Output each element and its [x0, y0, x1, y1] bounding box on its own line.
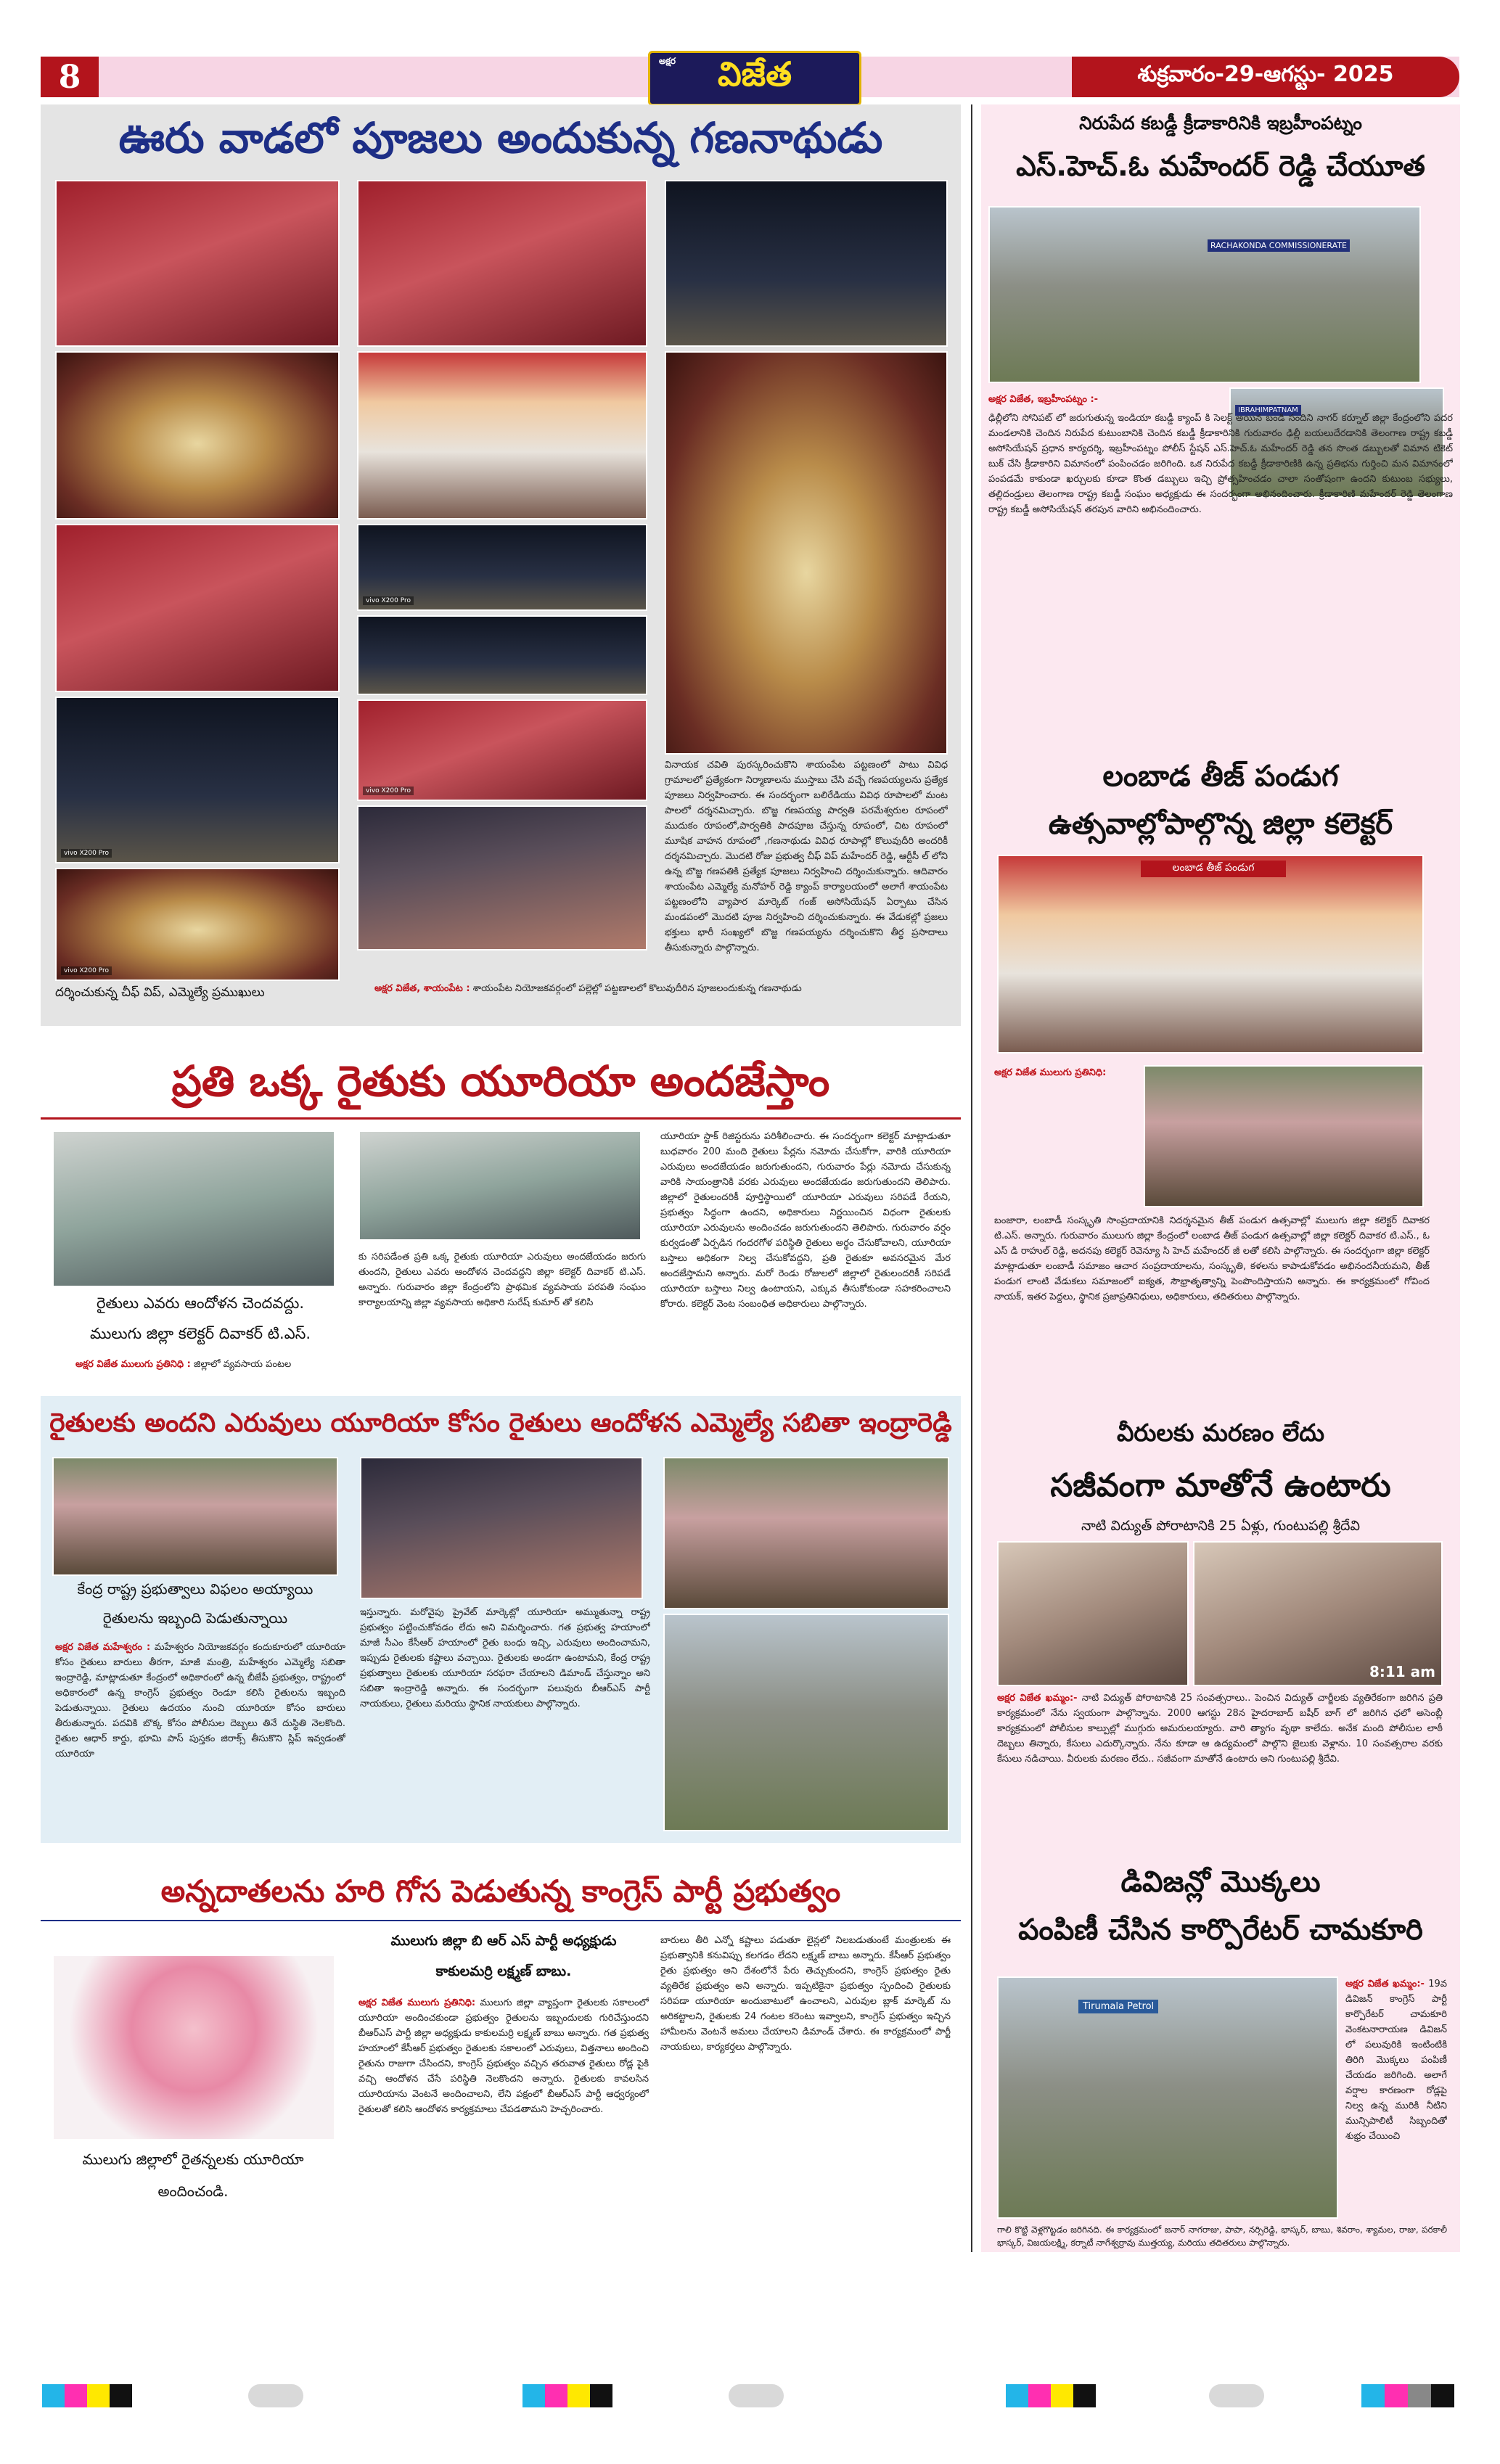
photo-ganesh-2 — [55, 351, 340, 520]
logo-title: విజేత — [717, 54, 792, 94]
photo-sabitha-2 — [360, 1457, 643, 1599]
sidebar4-side-text — [1345, 1976, 1447, 2219]
photo-ganesh-5: vivo X200 Pro — [55, 868, 340, 981]
sidebar4-headline-1: డివిజన్లో మొక్కలు — [1120, 1865, 1321, 1899]
photo-ganesh-7 — [357, 351, 647, 520]
sabitha-byline: అక్షర విజేత మహేశ్వరం : — [55, 1642, 151, 1653]
urea-body-col3: యూరియా స్టాక్ రిజిస్టరును పరిశీలించారు. ఈ సందర్భంగా కలెక్టర్ మాట్లాడుతూ బుధవారం 200 మంది రైతులు పేర్లను నమోదు చేసుకోగా, వారికి యూరియా ఎరువులు అందజేయడం జరుగుతుందని, గురువారం పేర్లు నమోదు చేసుకున్న వారికి సాయంత్రానికి వరకు ఎరువులు అందజేయడం జరుగుతుందని తెలిపారు. జిల్లాలో రైతులందరికీ పూర్తిస్థాయిలో యూరియా ఎరువులు సరిపడే రేయని, ప్రభుత్వం సిద్ధంగా ఉందని, అధికారులు నిర్ణయించిన విధంగా రైతులకు యూరియా ఎరువులను అందించడం జరుగుతుందని తెలిపారు. గురువారం వర్షం కుర్వడంతో ఏర్పడిన గందరగోళ పరిస్థితి రైతులు అర్థం చేసుకోవాలని, యూరియా బస్తాలు అధికంగా నిల్వ చేసుకోవద్దని, ప్రతి రైతుకూ అవసరమైన మేర అందజేస్తామని అన్నారు. మరో రెండు రోజులలో జిల్లాలో రైతులందరికీ సరిపడే యూరియా బస్తాలు నిల్వ ఉంటాయని, ఎక్కువ తీసుకోకుండా సహకరించాలని కోరారు. కలెక్టర్ వెంట సంబంధిత అధికారులు పాల్గొన్నారు. — [660, 1131, 951, 1310]
photo-brs-leader — [52, 1955, 335, 2140]
brs-subhead-2: కాకులమర్రి లక్ష్మణ్ బాబు. — [435, 1963, 572, 1979]
article-body: వినాయక చవితి పురస్కరించుకొని శాయంపేట పట్టణంలో పాటు వివిధ గ్రామాలలో ప్రత్యేకంగా నిర్మాణాలను ముస్తాబు చేసి వచ్చే గణపయ్యలను ప్రత్యేక పూజలు నిర్వహించారు. ఈ సందర్భంగా బలిరేడియు వివిధ రూపాలలో మంట పాలలో దర్శనమిచ్చారు. బొజ్జ గణపయ్య పార్వతి పరమేశ్వరుల రూపంలో ముదుకం రూపంలో,పార్వతికి పాదపూజ చేస్తున్న రూపంలో, చిట రూపంలో మూషిక వాహన రూపంలో ,గణనాథుడు వివిధ రూపాల్లో కొలువుదీరి అందరికీ దర్శనమిచ్చారు. మొదటి రోజు ప్రభుత్వ చీఫ్ విప్ మహేందర్ రెడ్డి, ఆర్టీసీ ల్ లోని ఉన్న బొజ్జ గణపతికి ప్రత్యేక పూజలు నిర్వహించి దర్శించుకున్నారు. ఆదివారం శాయంపేట ఎమ్మెల్యే మనోహర్ రెడ్డి క్యాంప్ కార్యాలయంలో అలాగే శాయంపేట పట్టణంలోని వ్యాపార మార్కెట్ గంజ్ అసోసియేషన్ ఏర్పాటు చేసిన మండపంలో మొదటి పూజ నిర్వహించి దర్శించుకున్నారు. ఈ వేడుకల్లో ప్రజలు భక్తులు భారీ సంఖ్యలో బొజ్జ గణపయ్యను దర్శించుకొని తీర్థ ప్రసాదాలు తీసుకున్నారు పాల్గొన్నారు. — [665, 760, 948, 953]
article-byline: అక్షర విజేత, శాయంపేట : — [374, 983, 470, 994]
registration-marks — [0, 2384, 1500, 2413]
urea-caption-1: రైతులు ఎవరు ఆందోళన చెందవద్దు. — [96, 1294, 305, 1312]
photo-urea-collector — [358, 1130, 642, 1241]
article-brs-headline: అన్నదాతలను హరి గోస పెడుతున్న కాంగ్రెస్ పార్టీ ప్రభుత్వం — [160, 1873, 841, 1909]
urea-byline-block — [75, 1357, 351, 1372]
sidebar-divider — [971, 104, 972, 2252]
reg-oval-2 — [729, 2384, 784, 2407]
urea-body-col2: కు సరిపడేంత ప్రతి ఒక్క రైతుకు యూరియా ఎరువులు అందజేయడం జరుగు తుందని, రైతులు ఎవరు ఆందోళన చెందవద్దని జిల్లా కలెక్టర్ దివాకర్ టి.ఎస్. అన్నారు. గురువారం జిల్లా కేంద్రంలోని ప్రాథమిక వ్యవసాయ పరపతి సంఘం కార్యాలయాన్ని జిల్లా వ్యవసాయ అధికారి సురేష్ కుమార్ తో కలిసి — [358, 1252, 646, 1308]
photo-sign-1: RACHAKONDA COMMISSIONERATE — [1208, 239, 1350, 252]
photo-ganesh-1 — [55, 180, 340, 347]
photo-sabitha-4 — [663, 1614, 949, 1831]
color-bar-2 — [522, 2384, 612, 2407]
article-sabitha — [41, 1396, 961, 1843]
photo-ganesh-13 — [665, 351, 948, 755]
article-lead — [374, 981, 948, 1017]
teej-banner: లంబాడ తీజ్ పండుగ — [1141, 861, 1286, 877]
brs-body-col3: బారులు తీరి ఎన్నో కష్టాలు పడుతూ లైన్లలో నిలబడుతుంటే మంత్రులకు ఈ ప్రభుత్వానికి కనువిప్పు కలగడం లేదని లక్ష్మణ్ బాబు అన్నారు. కేసీఆర్ ప్రభుత్వం రైతు ప్రభుత్వం అని దేశంలోనే పేరు తెచ్చుకుందని, కాంగ్రెస్ ప్రభుత్వం రైతు వ్యతిరేక ప్రభుత్వం అని అన్నారు. ఇప్పటికైనా ప్రభుత్వం స్పందించి రైతులకు సరిపడా యూరియా అందుబాటులో ఉంచాలని, ఎరువుల బ్లాక్ మార్కెట్ ను అరికట్టాలని, రైతులకు 24 గంటల కరెంటు ఇవ్వాలని, కాంగ్రెస్ ప్రభుత్వం ఇచ్చిన హామీలను వెంటనే అమలు చేయాలని డిమాండ్ చేశారు. ఈ కార్యక్రమంలో పార్టీ నాయకులు, కార్యకర్తలు పాల్గొన్నారు. — [660, 1935, 951, 2053]
sidebar3-subhead: నాటి విద్యుత్ పోరాటానికి 25 ఏళ్లు, గుంటుపల్లి శ్రీదేవి — [1081, 1518, 1360, 1534]
color-bar-1 — [42, 2384, 132, 2407]
sabitha-body-col1 — [55, 1640, 345, 1833]
sidebar3-body-text: నాటి విద్యుత్ పోరాటానికి 25 సంవత్సరాలు.. పెంచిన విద్యుత్ చార్జీలకు వ్యతిరేకంగా జరిగిన ప్రతి కార్యక్రమంలో నేను స్వయంగా పాల్గొన్నాను. 2000 ఆగస్టు 28న హైదరాబాద్ బషీర్ బాగ్ లో జరిగిన ఛలో అసెంబ్లీ కార్యక్రమంలో పోలీసుల కాల్పుల్లో ముగ్గురు అమరులయ్యారు. వారి త్యాగం వృథా కాలేదు. అనేక మంది పోలీసుల లాఠీ దెబ్బలు తిన్నారు, కేసులు ఎదుర్కొన్నారు. నేను కూడా ఆ ఉద్యమంలో పాల్గొని జైలుకు వెళ్లాను. 10 సంవత్సరాల వరకు కేసులు నడిచాయి. వీరులకు మరణం లేదు.. సజీవంగా మాతోనే ఉంటారు అని గుంటుపల్లి శ్రీదేవి. — [997, 1693, 1443, 1765]
sidebar2-headline-1: లంబాడ తీజ్ పండుగ — [1102, 760, 1339, 793]
brs-byline: అక్షర విజేత ములుగు ప్రతినిధి: — [358, 1997, 476, 2008]
photo-urea-queue — [52, 1130, 335, 1287]
brs-caption-1: ములుగు జిల్లాలో రైతన్నలకు యూరియా — [82, 2151, 304, 2168]
article-headline: ఊరు వాడలో పూజలు అందుకున్న గణనాథుడు — [118, 113, 883, 163]
sidebar2-body: బంజారా, లంబాడీ సంస్కృతి సాంప్రదాయానికి నిదర్శనమైన తీజ్ పండుగ ఉత్సవాల్లో ములుగు జిల్లా కలెక్టర్ దివాకర టి.ఎస్. అన్నారు. గురువారం ములుగు జిల్లా కేంద్రంలో లంబాడ తీజ్ పండుగ ఉత్సవాల్లో జిల్లా కలెక్టర్ దివాకర టి.ఎస్., ఓ ఎస్ డి రాహుల్ రెడ్డి, అదనపు కలెక్టర్ రెవెన్యూ సి హెచ్ మహేందర్ జీ లతో కలిసి పాల్గొన్నారు. ఈ సందర్భంగా జిల్లా కలెక్టర్ మాట్లాడుతూ లంబాడీ సమాజం ఆచార సంప్రదాయాలను, సంస్కృతి, కళలను కాపాడుకోవడం అభినందనీయమని, తీజ్ పండుగ లాంటి వేడుకలు సమాజంలో ఐక్యత, సౌభ్రాతృత్వాన్ని పెంపొందిస్తాయని అన్నారు. ఈ కార్యక్రమంలో గోవింద నాయక్, ఇతర పెద్దలు, స్థానిక ప్రజాప్రతినిధులు, అధికారులు, తదితరులు పాల్గొన్నారు. — [994, 1215, 1430, 1302]
sidebar2-body-block — [994, 1065, 1136, 1217]
photo-teej-1 — [997, 855, 1424, 1054]
photo-ganesh-10: vivo X200 Pro — [357, 699, 647, 801]
sidebar1-byline: అక్షర విజేత, ఇబ్రహీంపట్నం :- — [988, 394, 1099, 405]
article-lead-text: శాయంపేట నియోజకవర్గంలో పల్లెల్లో పట్టణాలలో కొలువుదీరిన పూజలందుకున్న గణనాథుడు — [472, 983, 802, 994]
article-urea-headline: ప్రతి ఒక్క రైతుకు యూరియా అందజేస్తాం — [171, 1056, 830, 1106]
page-number: 8 — [41, 57, 99, 97]
sidebar2-byline: అక్షర విజేత ములుగు ప్రతినిధి: — [994, 1067, 1107, 1078]
urea-lead: జిల్లాలో వ్యవసాయ పంటల — [193, 1359, 292, 1370]
photo-kabaddi-1 — [988, 206, 1421, 383]
masthead-logo — [648, 51, 861, 106]
color-bar-3 — [1006, 2384, 1096, 2407]
photo-caption: దర్శించుకున్న చీఫ్ విప్, ఎమ్మెల్యే ప్రముఖులు — [55, 985, 265, 1000]
article-ganesh — [41, 104, 961, 1026]
photo-ganesh-6 — [357, 180, 647, 347]
photo-ganesh-12 — [665, 180, 948, 347]
urea-rule — [41, 1117, 961, 1120]
photo-ganesh-9 — [357, 615, 647, 695]
sidebar4-body-side: 19వ డివిజన్ కాంగ్రెస్ పార్టీ కార్పొరేటర్ చామకూరి వెంకటనారాయణ డివిజన్ లో పలువురికి ఇంటింటికి తిరిగి మొక్కలు పంపిణీ చేయడం జరిగింది. అలాగే వర్షాల కారణంగా రోడ్లపై నిల్వ ఉన్న మురికి నీటిని మున్సిపాలిటీ సిబ్బందితో శుభ్రం చేయించి — [1345, 1979, 1447, 2142]
reg-oval-1 — [248, 2384, 303, 2407]
brs-body-col2 — [358, 1995, 649, 2239]
photo-sign-2: IBRAHIMPATNAM — [1235, 405, 1301, 416]
photo-teej-2 — [1144, 1065, 1424, 1207]
sabitha-body-col2: ఇస్తున్నారు. మరోవైపు ప్రైవేట్ మార్కెట్లో యూరియా అమ్ముతున్నా రాష్ట్ర ప్రభుత్వం పట్టించుకోవడం లేదు అని విమర్శించారు. గత ప్రభుత్వ హయాంలో మాజీ సీఎం కేసీఆర్ హయాంలో రైతు బంధు ఇచ్చి, ఎరువులు అందించామని, ఇప్పుడు రైతులకు కష్టాలు వచ్చాయి. రైతులకు అండగా ఉంటామని, కేంద్ర రాష్ట్ర ప్రభుత్వాలు రైతులకు యూరియా సరఫరా చేయాలని డిమాండ్ చేస్తున్నాం అని సబితా ఇంద్రారెడ్డి అన్నారు. ఈ సందర్భంగా పలువురు బీఆర్ఎస్ పార్టీ నాయకులు, రైతులు మరియు స్థానిక నాయకులు పాల్గొన్నారు. — [360, 1607, 650, 1709]
sidebar3-headline: సజీవంగా మాతోనే ఉంటారు — [1050, 1467, 1391, 1504]
sidebar2-headline-2: ఉత్సవాల్లోపాల్గొన్న జిల్లా కలెక్టర్ — [1048, 808, 1393, 841]
sabitha-body-1: మహేశ్వరం నియోజకవర్గం కందుకూరులో యూరియా కోసం రైతులు బారులు తీరగా, మాజీ మంత్రి, మహేశ్వరం ఎమ్మెల్యే సబితా ఇంద్రారెడ్డి, మాట్లాడుతూ కేంద్రంలో అధికారంలో ఉన్న బీజేపీ ప్రభుత్వం, రాష్ట్రంలో అధికారంలో ఉన్న కాంగ్రెస్ ప్రభుత్వం రెండూ కలిసి రైతులను ఇబ్బంది పెడుతున్నాయి. రైతులు ఉదయం నుంచి యూరియా కోసం బారులు తీరుతున్నారు. పదవికి బొక్క కోసం పోలీసుల దెబ్బలు తినే దుస్థితి నెలకొంది. రైతుల ఆధార్ కార్డు, భూమి పాస్ పుస్తకం జిరాక్స్ తీసుకొని స్లిప్ ఇవ్వడంతో యూరియా — [55, 1642, 345, 1759]
photo-sridevi-1 — [997, 1541, 1189, 1686]
brs-caption-2: అందించండి. — [157, 2182, 229, 2200]
sidebar1-body: ఢిల్లీలోని సోనిపట్ లో జరుగుతున్న ఇండియా కబడ్డీ క్యాంప్ కి సెలక్ట్ అయిన బండి సందిని నాగర్ కర్నూల్ జిల్లా కేంద్రంలోని పదర మండలానికి చెందిన నిరుపేద కుటుంబానికి చెందిన కబడ్డీ క్రీడాకారినికి గురువారం ఢిల్లీ బయలుదేరడానికి తెలంగాణ రాష్ట్ర కబడ్డీ అసోసియేషన్ ప్రధాన కార్యదర్శి, ఇబ్రహీంపట్నం పోలీస్ స్టేషన్ ఎస్.హెచ్.ఓ మహేందర్ రెడ్డి తన సొంత డబ్బులతో విమాన టికెట్ బుక్ చేసి క్రీడాకారిని విమానంలో పంపించడం జరిగింది. ఒక నిరుపేద కబడ్డీ క్రీడాకారిణికి ఉన్న ప్రతిభను గుర్తించి మన విమానంలో పంపడమే కాకుండా ఖర్చులకు కూడా కొంత డబ్బులు ఇచ్చి ప్రోత్సహించడం చాలా సంతోషంగా ఉందని కుటుంబ సభ్యులు, తల్లిదండ్రులు తెలంగాణ రాష్ట్ర కబడ్డీ సంఘం అధ్యక్షుడు ఈ సందర్భంగా అభినందించారు. క్రీడాకారిణి మహేందర్ రెడ్డి తెలంగాణ రాష్ట్ర కబడ్డీ అసోసియేషన్ తరపున వారిని అభినందించారు. — [988, 413, 1453, 515]
sabitha-headline: రైతులకు అందని ఎరువులు యూరియా కోసం రైతులు ఆందోళన ఎమ్మెల్యే సబితా ఇంద్రారెడ్డి — [49, 1408, 952, 1438]
sidebar4-headline-2: పంపిణీ చేసిన కార్పొరేటర్ చామకూరి — [1018, 1913, 1423, 1947]
photo-sabitha-1 — [52, 1457, 338, 1576]
sidebar3-kicker: వీరులకు మరణం లేదు — [1116, 1418, 1325, 1447]
brs-rule — [41, 1920, 961, 1921]
sabitha-caption-2: రైతులను ఇబ్బంది పెడుతున్నాయి — [102, 1609, 288, 1627]
masthead-date: శుక్రవారం-29-ఆగస్టు- 2025 — [1072, 57, 1459, 97]
brs-subhead-1: ములుగు జిల్లా బి ఆర్ ఎస్ పార్టీ అధ్యక్షుడు — [390, 1933, 617, 1949]
photo-ganesh-3 — [55, 524, 340, 692]
logo-prefix: అక్షర — [659, 56, 676, 66]
reg-oval-3 — [1209, 2384, 1264, 2407]
photo-time: 8:11 am — [1369, 1663, 1435, 1680]
sidebar1-headline: ఎస్.హెచ్.ఓ మహేందర్ రెడ్డి చేయూత — [1016, 150, 1425, 183]
sidebar3-body — [997, 1691, 1443, 1847]
sidebar4-byline: అక్షర విజేత ఖమ్మం:- — [1345, 1979, 1425, 1989]
urea-caption-2: ములుగు జిల్లా కలెక్టర్ దివాకర్ టి.ఎస్. — [89, 1325, 311, 1342]
urea-byline: అక్షర విజేత ములుగు ప్రతినిధి : — [75, 1359, 191, 1370]
photo-sabitha-3 — [663, 1457, 949, 1609]
sidebar1-kicker: నిరుపేద కబడ్డీ క్రీడాకారినికి ఇబ్రహీంపట్నం — [1079, 112, 1362, 134]
photo-ganesh-4: vivo X200 Pro — [55, 697, 340, 863]
photo-plants — [997, 1976, 1338, 2219]
photo-sridevi-2 — [1193, 1541, 1443, 1686]
photo-ganesh-8: vivo X200 Pro — [357, 524, 647, 611]
photo-ganesh-11 — [357, 805, 647, 950]
sidebar3-byline: అక్షర విజేత ఖమ్మం:- — [997, 1693, 1078, 1704]
sidebar4-body-bottom: గాలి కొట్టి వెళ్లగొట్టడం జరిగినది. ఈ కార్యక్రమంలో జనార్ నాగరాజు, పాపా, నర్సిరెడ్డి, భాస్కర్, బాబు, శివరాం, శ్యామల, రాజు, పరకాలీ భాస్కర్, విజయలక్ష్మి, కర్నాటీ నాగేశ్వర్రావు ముత్తయ్య, మరియు తదితరులు పాల్గొన్నారు. — [997, 2225, 1447, 2248]
shop-sign: Tirumala Petrol — [1078, 2000, 1158, 2013]
sabitha-caption-1: కేంద్ర రాష్ట్ర ప్రభుత్వాలు విఫలం అయ్యాయి — [77, 1580, 313, 1598]
color-bar-4 — [1361, 2384, 1454, 2407]
brs-body-2: ములుగు జిల్లా వ్యాప్తంగా రైతులకు సకాలంలో యూరియా అందించకుండా ప్రభుత్వం రైతులను ఇబ్బందులకు గురిచేస్తుందని బీఆర్ఎస్ పార్టీ జిల్లా అధ్యక్షుడు కాకులమర్రి లక్ష్మణ్ బాబు అన్నారు. గత ప్రభుత్వ హయాంలో కేసీఆర్ ప్రభుత్వం రైతులకు సకాలంలో ఎరువులు, విత్తనాలు అందించి రైతును రాజుగా చేసిందని, కాంగ్రెస్ ప్రభుత్వం వచ్చిన తరువాత రైతులు రోడ్ల పైకి వచ్చి ఆందోళన చేసే పరిస్థితి నెలకొందని అన్నారు. రైతులకు కావలసిన యూరియాను వెంటనే అందించాలని, లేని పక్షంలో బీఆర్ఎస్ పార్టీ ఆధ్వర్యంలో రైతులతో కలిసి ఆందోళన కార్యక్రమాలు చేపడతామని హెచ్చరించారు. — [358, 1997, 649, 2115]
